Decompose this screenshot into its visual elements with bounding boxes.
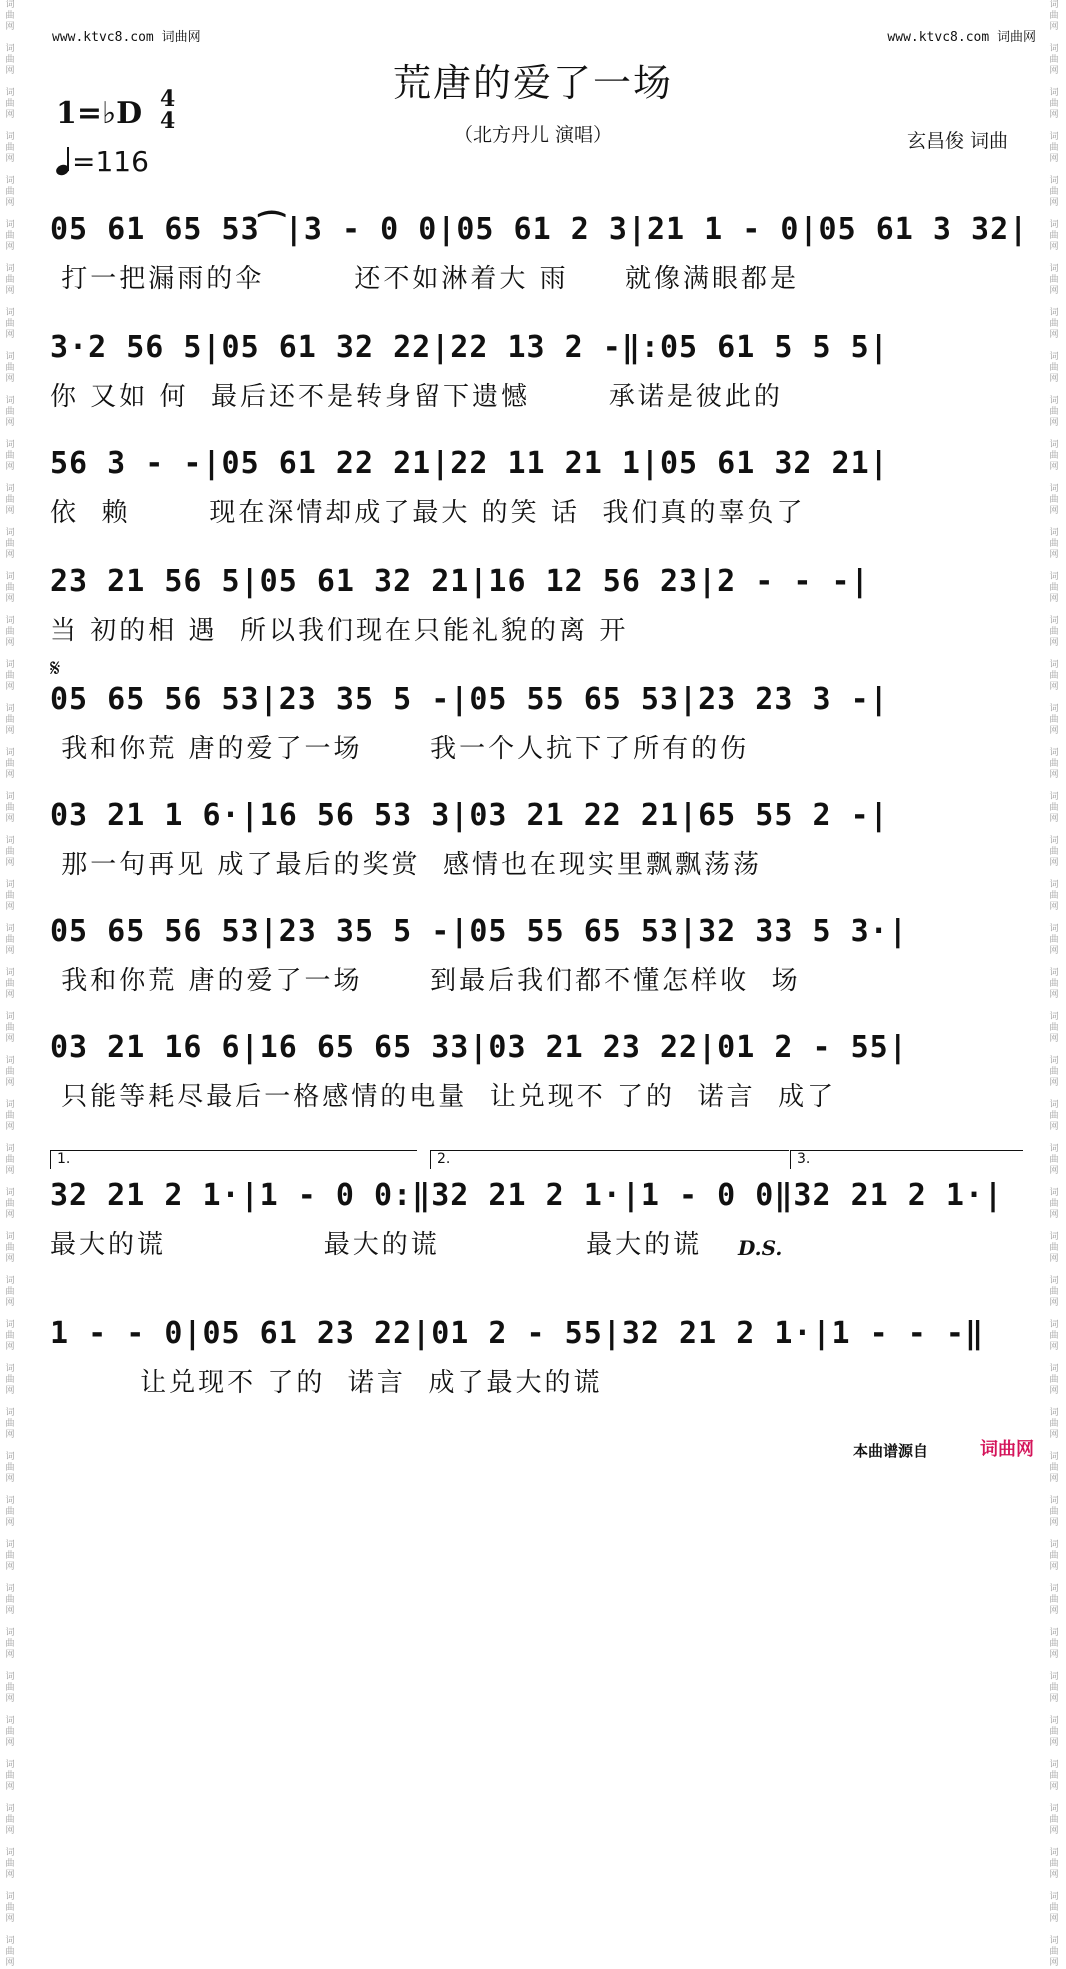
score-line (0, 1304, 1066, 1404)
right-margin-watermark: 词 曲 网 词 曲 网 词 曲 网 词 曲 网 词 曲 网 词 曲 网 词 曲 网 词 曲 网 词 曲 网 词 曲 网 词 曲 网 词 曲 网 词 曲 网 词 曲 网 词 曲 网 词 曲 网 词 曲 网 词 曲 网 词 曲 网 词 曲 网 词 曲 网 词 曲 网 词 曲 网 词 曲 网 词 曲 网 词 曲 网 词 曲 网 词 曲 网 词 曲 网 词 曲 网 词 曲 网 词 曲 网 词 曲 网 词 曲 网 词 曲 网 词 曲 网 词 曲 网 词 曲 网 词 曲 网 词 曲 网 词 曲 网 词 曲 网 词 曲 网 词 曲 网 词 曲 网 (1049, 0, 1059, 1968)
notation-line: 1 - - 0|05 61 23 22|01 2 - 55|32 21 2 1·|1 - - -‖ (50, 1316, 985, 1351)
time-denominator: 4 (160, 108, 176, 134)
segno-sign: 𝄋 (50, 654, 61, 682)
volta-label: 2. (437, 1151, 451, 1167)
volta-label: 1. (57, 1151, 71, 1167)
tempo-value: =116 (72, 145, 149, 178)
lyric-line: 让兑现不 了的 诺言 成了最大的谎 (50, 1368, 603, 1398)
song-title: 荒唐的爱了一场 (392, 61, 673, 105)
time-signature (160, 88, 175, 132)
notation-line: 03 21 16 6|16 65 65 33|03 21 23 22|01 2 - 55| (50, 1030, 908, 1065)
notation-line: 05 61 65 53⁀|3 - 0 0|05 61 2 3|21 1 - 0|05 61 3 32| (50, 212, 1029, 247)
score-line (0, 786, 1066, 886)
lyric-line: 依 赖 现在深情却成了最大 的笑 话 我们真的辜负了 (50, 498, 806, 528)
score-line (0, 552, 1066, 652)
lyricist-composer-credit: 玄昌俊 词曲 (906, 130, 1008, 152)
dal-segno-marking: D.S. (738, 1236, 783, 1260)
notation-line: 23 21 56 5|05 61 32 21|16 12 56 23|2 - - -| (50, 564, 870, 599)
volta-label: 3. (797, 1151, 811, 1167)
lyric-line: 只能等耗尽最后一格感情的电量 让兑现不 了的 诺言 成了 (50, 1082, 837, 1112)
score-line (0, 200, 1066, 300)
notation-line: 05 65 56 53|23 35 5 -|05 55 65 53|32 33 5 3·| (50, 914, 908, 949)
score-line (0, 902, 1066, 1002)
left-margin-watermark: 词 曲 网 词 曲 网 词 曲 网 词 曲 网 词 曲 网 词 曲 网 词 曲 网 词 曲 网 词 曲 网 词 曲 网 词 曲 网 词 曲 网 词 曲 网 词 曲 网 词 曲 网 词 曲 网 词 曲 网 词 曲 网 词 曲 网 词 曲 网 词 曲 网 词 曲 网 词 曲 网 词 曲 网 词 曲 网 词 曲 网 词 曲 网 词 曲 网 词 曲 网 词 曲 网 词 曲 网 词 曲 网 词 曲 网 词 曲 网 词 曲 网 词 曲 网 词 曲 网 词 曲 网 词 曲 网 词 曲 网 词 曲 网 词 曲 网 词 曲 网 词 曲 网 词 曲 网 (5, 0, 15, 1968)
score-line (0, 318, 1066, 418)
time-numerator: 4 (160, 86, 176, 112)
site-url-left[interactable]: www.ktvc8.com 词曲网 (52, 30, 201, 45)
lyric-line: 最大的谎 最大的谎 最大的谎 (50, 1230, 703, 1260)
key-signature: 1=♭D (56, 96, 143, 131)
lyric-line: 我和你荒 唐的爱了一场 我一个人抗下了所有的伤 (50, 734, 750, 764)
score-line (0, 434, 1066, 534)
quarter-note-icon (56, 149, 72, 177)
notation-line: 03 21 1 6·|16 56 53 3|03 21 22 21|65 55 2 -| (50, 798, 889, 833)
lyric-line: 你 又如 何 最后还不是转身留下遗憾 承诺是彼此的 (50, 382, 783, 412)
lyric-line: 我和你荒 唐的爱了一场 到最后我们都不懂怎样收 场 (50, 966, 801, 996)
performer-credit: （北方丹儿 演唱） (453, 124, 613, 146)
volta-ending-2 (430, 1150, 789, 1169)
notation-line: 05 65 56 53|23 35 5 -|05 55 65 53|23 23 3 -| (50, 682, 889, 717)
lyric-line: 当 初的相 遇 所以我们现在只能礼貌的离 开 (50, 616, 629, 646)
score-line (0, 1166, 1066, 1266)
volta-ending-1 (50, 1150, 417, 1169)
lyric-line: 打一把漏雨的伞 还不如淋着大 雨 就像满眼都是 (50, 264, 799, 294)
source-note: 本曲谱源自 (852, 1442, 928, 1460)
notation-line: 56 3 - -|05 61 22 21|22 11 21 1|05 61 32 21| (50, 446, 889, 481)
notation-line: 32 21 2 1·|1 - 0 0:‖32 21 2 1·|1 - 0 0‖32 21 2 1·| (50, 1178, 1004, 1213)
volta-ending-3 (790, 1150, 1023, 1169)
score-line (0, 1018, 1066, 1118)
lyric-line: 那一句再见 成了最后的奖赏 感情也在现实里飘飘荡荡 (50, 850, 763, 880)
notation-line: 3·2 56 5|05 61 32 22|22 13 2 -‖:05 61 5 5 5| (50, 330, 889, 365)
site-url-right[interactable]: www.ktvc8.com 词曲网 (887, 30, 1036, 45)
brand-logo[interactable]: 词曲网 (980, 1439, 1034, 1460)
tempo-marking (56, 145, 149, 178)
score-line (0, 670, 1066, 770)
